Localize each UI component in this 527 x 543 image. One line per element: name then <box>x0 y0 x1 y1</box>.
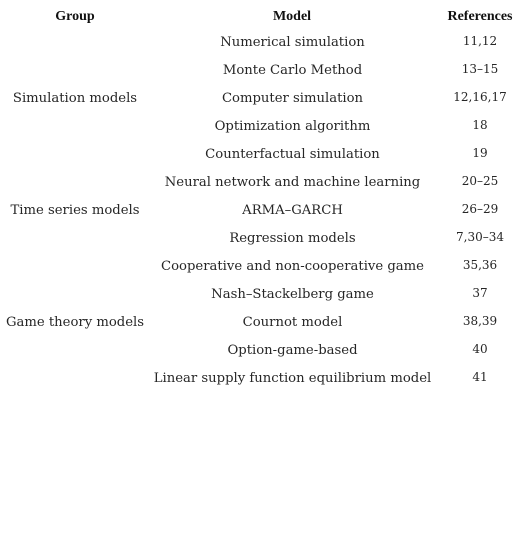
group-label-simulation: Simulation models <box>12 91 138 106</box>
references-cell: 12,16,17 <box>453 90 507 104</box>
references-cell: 37 <box>472 286 488 300</box>
model-cell: Nash–Stackelberg game <box>211 287 374 302</box>
model-cell: Linear supply function equilibrium model <box>153 371 432 386</box>
model-cell: ARMA–GARCH <box>242 203 343 218</box>
references-cell: 20–25 <box>461 174 499 188</box>
group-label-time-series: Time series models <box>10 203 140 218</box>
references-cell: 11,12 <box>462 34 498 48</box>
references-cell: 41 <box>472 370 488 384</box>
model-cell: Cournot model <box>242 315 343 330</box>
references-cell: 35,36 <box>462 258 498 272</box>
model-cell: Monte Carlo Method <box>222 63 363 78</box>
references-cell: 38,39 <box>462 314 498 328</box>
header-references: References <box>447 9 513 24</box>
model-cell: Regression models <box>229 231 356 246</box>
references-cell: 7,30–34 <box>456 230 504 244</box>
references-cell: 40 <box>472 342 488 356</box>
references-cell: 13–15 <box>461 62 499 76</box>
model-cell: Numerical simulation <box>220 35 365 50</box>
header-group: Group <box>55 9 95 24</box>
references-cell: 18 <box>472 118 488 132</box>
references-cell: 19 <box>472 146 488 160</box>
model-cell: Cooperative and non-cooperative game <box>161 259 424 274</box>
model-cell: Neural network and machine learning <box>164 175 421 190</box>
header-model: Model <box>272 9 312 24</box>
model-cell: Computer simulation <box>221 91 364 106</box>
model-cell: Optimization algorithm <box>214 119 371 134</box>
group-label-game-theory: Game theory models <box>5 315 145 330</box>
references-cell: 26–29 <box>461 202 499 216</box>
model-cell: Counterfactual simulation <box>205 147 380 162</box>
model-cell: Option-game-based <box>227 343 358 358</box>
